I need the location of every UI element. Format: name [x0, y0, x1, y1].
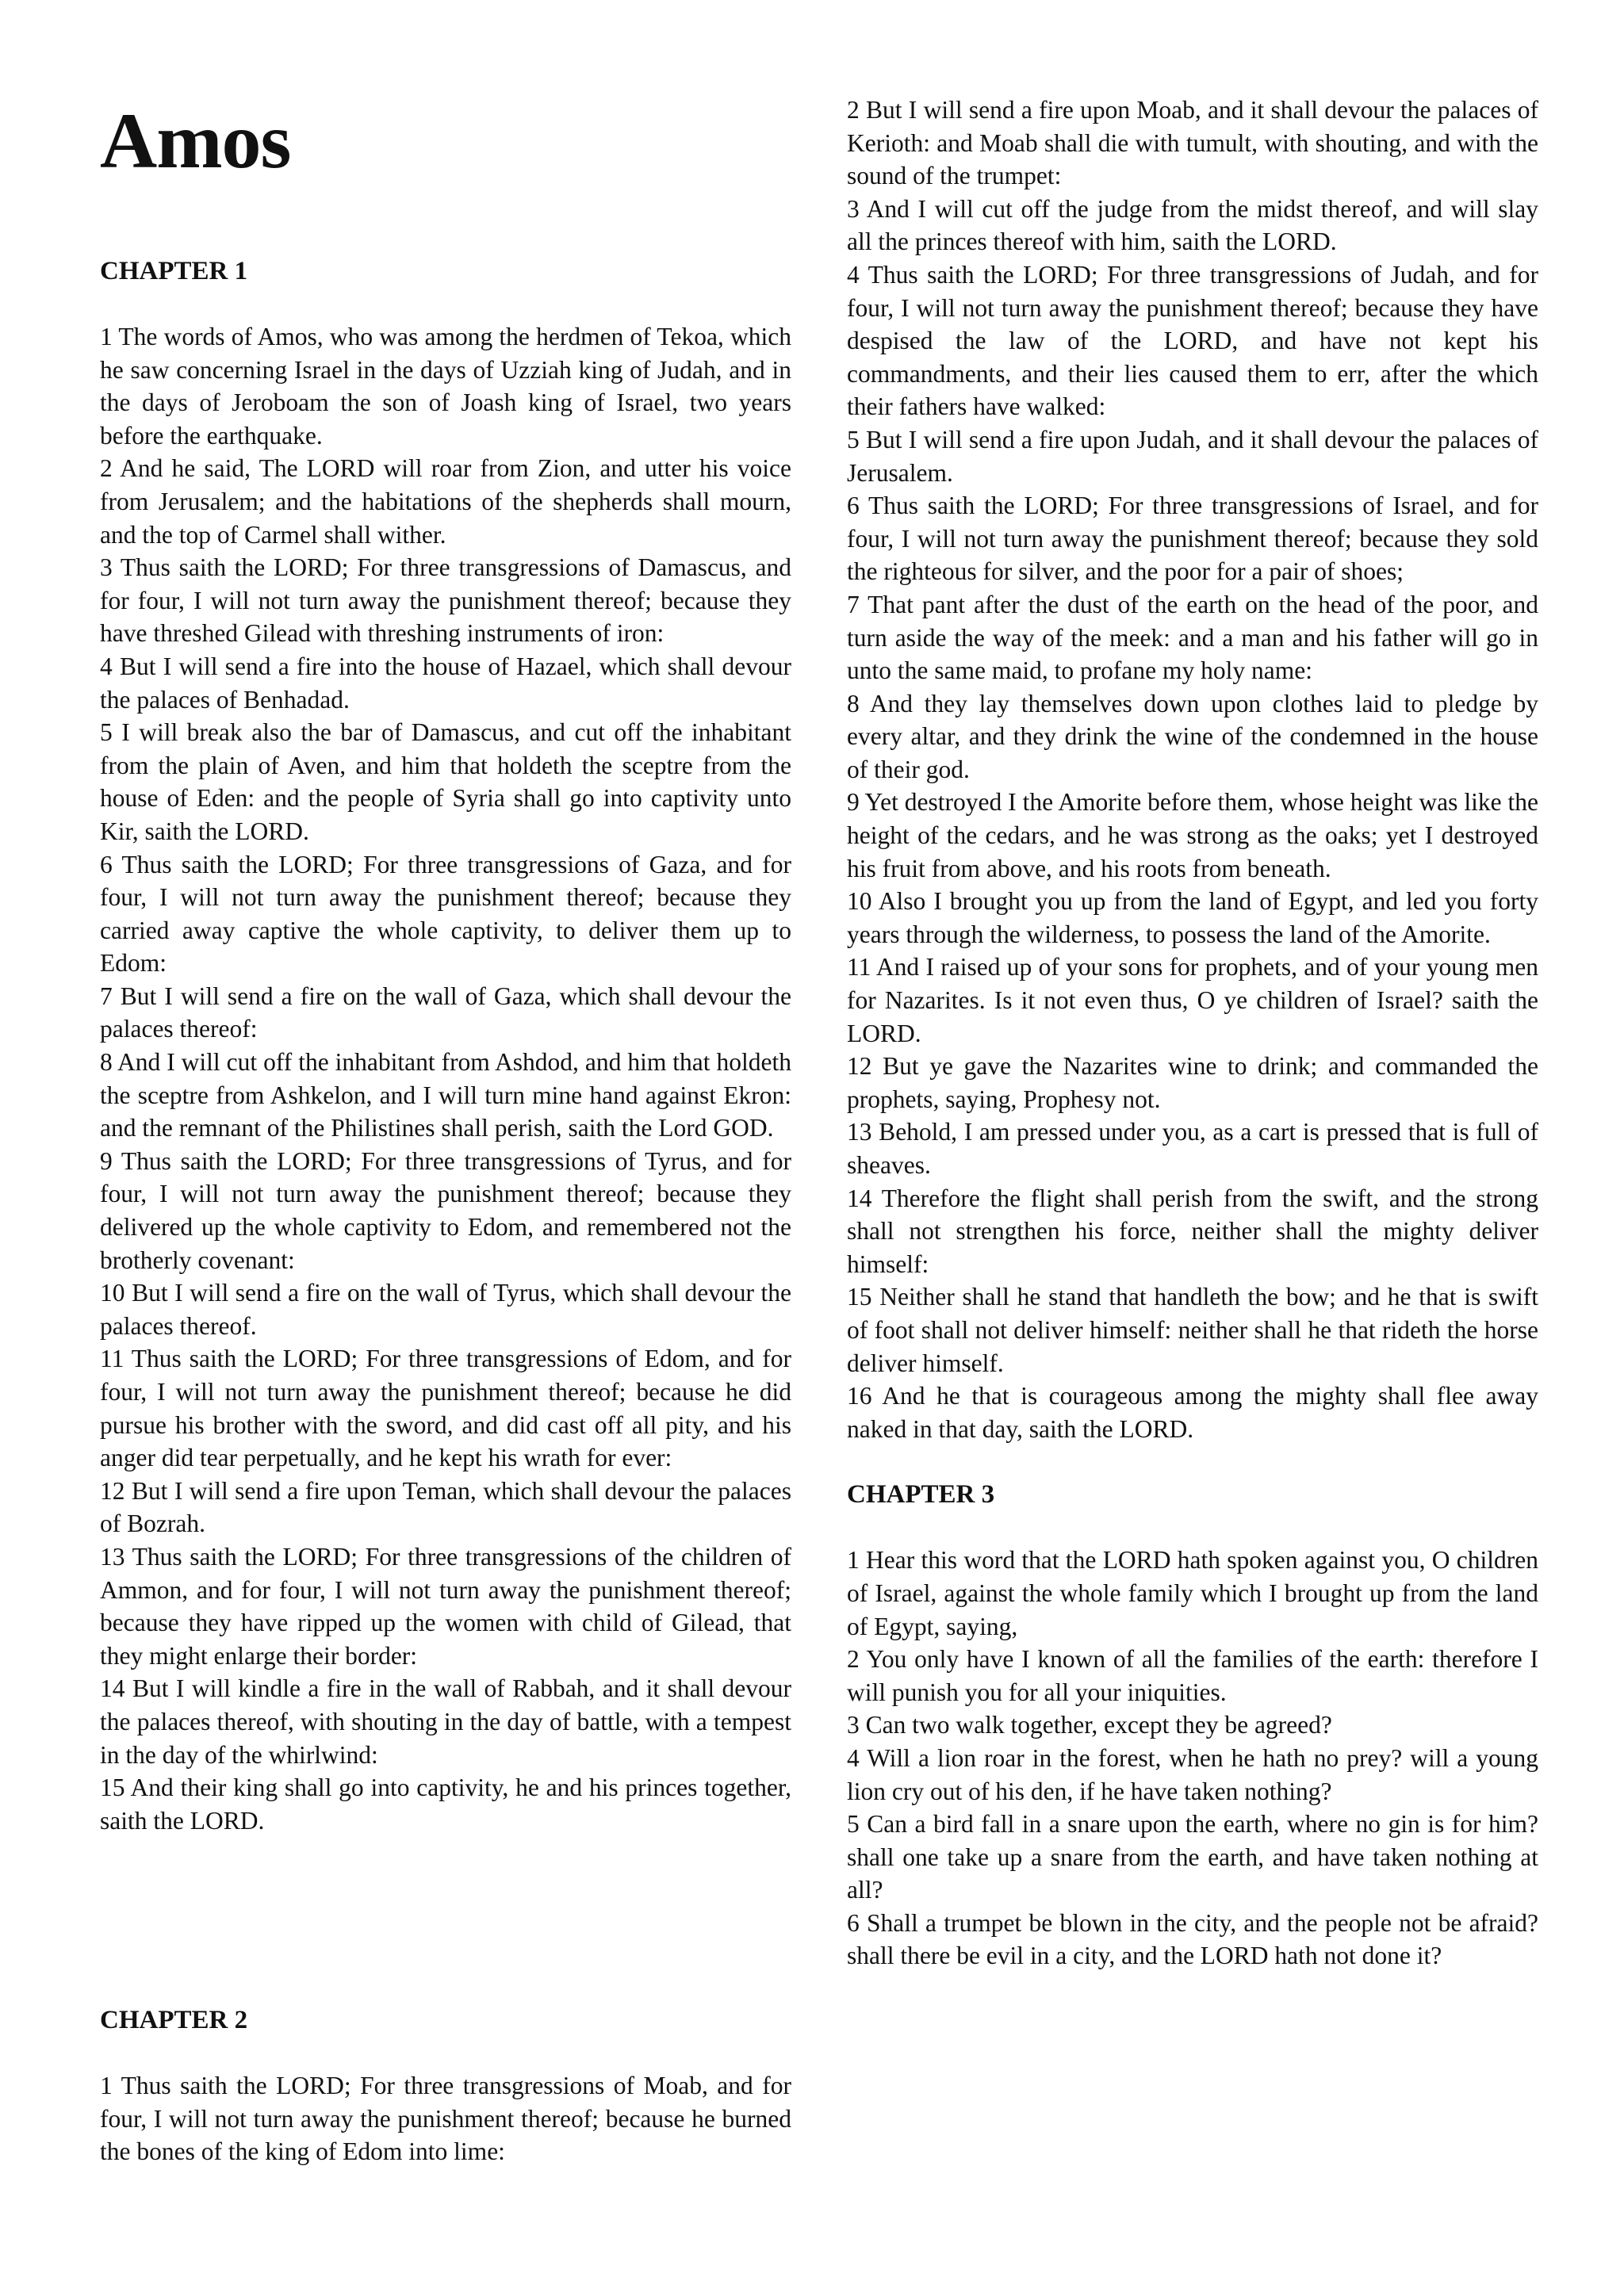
verse: 4 But I will send a fire into the house of Hazael, which shall devour the palaces of Benhadad.: [100, 652, 791, 714]
verse: 5 I will break also the bar of Damascus, and cut off the inhabitant from the plain of Aven, and him that holdeth the sceptre from the house of Eden: and the people of Syria shall go into captivity unto Kir, saith the LORD.: [100, 718, 791, 845]
verse: 10 Also I brought you up from the land of Egypt, and led you forty years through the wilderness, to possess the land of the Amorite.: [847, 887, 1538, 948]
verse: 16 And he that is courageous among the mighty shall flee away naked in that day, saith the LORD.: [847, 1382, 1538, 1443]
verse: 4 Thus saith the LORD; For three transgressions of Judah, and for four, I will not turn away the punishment thereof; because they have despised the law of the LORD, and have not kept his commandments, and their lies caused them to err, after the which their fathers have walked:: [847, 260, 1538, 421]
verse: 3 And I will cut off the judge from the midst thereof, and will slay all the princes thereof with him, saith the LORD.: [847, 194, 1538, 256]
verse: 5 Can a bird fall in a snare upon the earth, where no gin is for him? shall one take up a snare from the earth, and have taken nothing at all?: [847, 1810, 1538, 1904]
verse: 6 Shall a trumpet be blown in the city, and the people not be afraid? shall there be evil in a city, and the LORD hath not done it?: [847, 1908, 1538, 1970]
verse: 2 But I will send a fire upon Moab, and it shall devour the palaces of Kerioth: and Moab shall die with tumult, with shouting, and with the sound of the trumpet:: [847, 96, 1538, 190]
verse: 1 The words of Amos, who was among the herdmen of Tekoa, which he saw concerning Israel in the days of Uzziah king of Judah, and in the days of Jeroboam the son of Joash king of Israel, two years before the earthquake.: [100, 323, 791, 450]
verse: 9 Yet destroyed I the Amorite before them, whose height was like the height of the cedars, and he was strong as the oaks; yet I destroyed his fruit from above, and his roots from beneath.: [847, 788, 1538, 882]
chapter-1: [100, 255, 791, 1837]
verse-list: [100, 320, 791, 1837]
verse: 15 And their king shall go into captivity, he and his princes together, saith the LORD.: [100, 1774, 791, 1835]
verse: 9 Thus saith the LORD; For three transgressions of Tyrus, and for four, I will not turn away the punishment thereof; because they delivered up the whole captivity to Edom, and remembered not the brotherly covenant:: [100, 1146, 791, 1274]
verse: 8 And I will cut off the inhabitant from Ashdod, and him that holdeth the sceptre from Ashkelon, and I will turn mine hand against Ekron: and the remnant of the Philistines shall perish, saith the Lord GOD.: [100, 1048, 791, 1142]
chapter-2-start: [100, 2004, 791, 2168]
verse: 1 Thus saith the LORD; For three transgressions of Moab, and for four, I will not turn away the punishment thereof; because he burned the bones of the king of Edom into lime:: [100, 2072, 791, 2166]
verse-list: [847, 94, 1538, 1445]
verse: 12 But I will send a fire upon Teman, which shall devour the palaces of Bozrah.: [100, 1476, 791, 1538]
verse: 2 You only have I known of all the families of the earth: therefore I will punish you for all your iniquities.: [847, 1645, 1538, 1706]
verse: 7 That pant after the dust of the earth on the head of the poor, and turn aside the way of the meek: and a man and his father will go in unto the same maid, to profane my holy name:: [847, 590, 1538, 685]
verse: 13 Thus saith the LORD; For three transgressions of the children of Ammon, and for four, I will not turn away the punishment thereof; because they have ripped up the women with child of Gilead, that they might enlarge their border:: [100, 1542, 791, 1670]
verse: 6 Thus saith the LORD; For three transgressions of Gaza, and for four, I will not turn away the punishment thereof; because they carried away captive the whole captivity, to deliver them up to Edom:: [100, 850, 791, 978]
verse: 5 But I will send a fire upon Judah, and it shall devour the palaces of Jerusalem.: [847, 425, 1538, 487]
chapter-heading: CHAPTER 3: [847, 1480, 995, 1510]
verse: 1 Hear this word that the LORD hath spoken against you, O children of Israel, against the whole family which I brought up from the land of Egypt, saying,: [847, 1546, 1538, 1640]
verse: 2 And he said, The LORD will roar from Zion, and utter his voice from Jerusalem; and the habitations of the shepherds shall mourn, and the top of Carmel shall wither.: [100, 454, 791, 549]
verse: 6 Thus saith the LORD; For three transgressions of Israel, and for four, I will not turn away the punishment thereof; because they sold the righteous for silver, and the poor for a pair of shoes;: [847, 492, 1538, 586]
verse: 3 Can two walk together, except they be agreed?: [847, 1711, 1332, 1739]
verse: 10 But I will send a fire on the wall of Tyrus, which shall devour the palaces thereof.: [100, 1279, 791, 1340]
verse-list: [847, 1544, 1538, 1973]
chapter-3: [847, 1479, 1538, 1973]
verse: 14 Therefore the flight shall perish from the swift, and the strong shall not strengthen his force, neither shall the mighty deliver himself:: [847, 1184, 1538, 1278]
verse: 4 Will a lion roar in the forest, when he hath no prey? will a young lion cry out of his den, if he have taken nothing?: [847, 1743, 1538, 1805]
verse: 12 But ye gave the Nazarites wine to drink; and commanded the prophets, saying, Prophesy not.: [847, 1052, 1538, 1113]
verse: 11 Thus saith the LORD; For three transgressions of Edom, and for four, I will not turn away the punishment thereof; because he did pursue his brother with the sword, and did cast off all pity, and his anger did tear perpetually, and he kept his wrath for ever:: [100, 1345, 791, 1472]
right-column: [847, 94, 1538, 1973]
chapter-heading: CHAPTER 2: [100, 2006, 248, 2034]
verse: 13 Behold, I am pressed under you, as a cart is pressed that is full of sheaves.: [847, 1118, 1538, 1179]
verse-list: [100, 2069, 791, 2168]
verse: 8 And they lay themselves down upon clothes laid to pledge by every altar, and they drink the wine of the condemned in the house of their god.: [847, 689, 1538, 783]
verse: 11 And I raised up of your sons for prophets, and of your young men for Nazarites. Is it not even thus, O ye children of Israel? saith the LORD.: [847, 953, 1538, 1047]
verse: 3 Thus saith the LORD; For three transgressions of Damascus, and for four, I will not turn away the punishment thereof; because they have threshed Gilead with threshing instruments of iron:: [100, 553, 791, 648]
verse: 7 But I will send a fire on the wall of Gaza, which shall devour the palaces thereof:: [100, 982, 791, 1043]
verse: 14 But I will kindle a fire in the wall of Rabbah, and it shall devour the palaces thereof, with shouting in the day of battle, with a tempest in the day of the whirlwind:: [100, 1674, 791, 1769]
verse: 15 Neither shall he stand that handleth the bow; and he that is swift of foot shall not deliver himself: neither shall he that rideth the horse deliver himself.: [847, 1283, 1538, 1377]
chapter-heading: CHAPTER 1: [100, 257, 248, 285]
book-title: Amos: [100, 97, 291, 185]
